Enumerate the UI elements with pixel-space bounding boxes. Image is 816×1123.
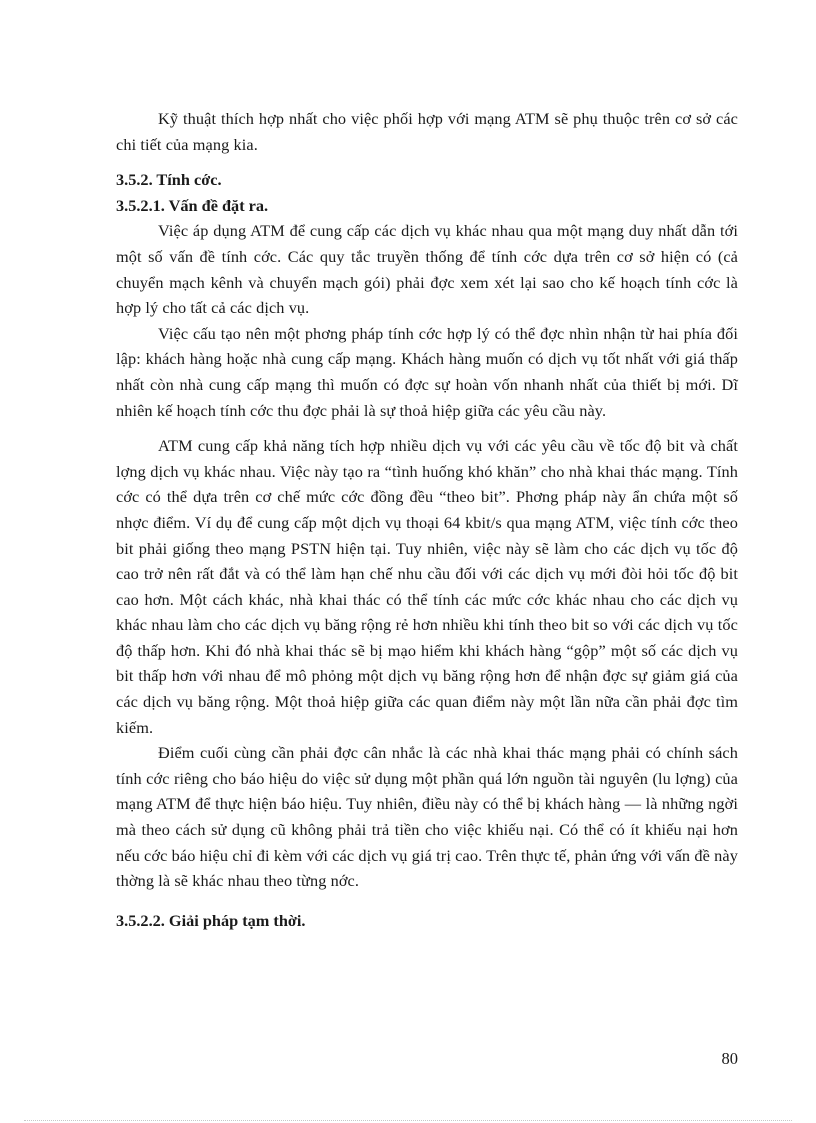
paragraph-2: Việc cấu tạo nên một phơng pháp tính cớc hợp lý có thể đợc nhìn nhận từ hai phía đối lập: khách hàng hoặc nhà cung cấp mạng. Khách hàng muốn có dịch vụ tốt nhất với giá thấp nhất còn nhà cung cấp mạng thì muốn có đợc sự hoàn vốn nhanh nhất của thiết bị mới. Dĩ nhiên kế hoạch tính cớc thu đợc phải là sự thoả hiệp giữa các yêu cầu này. <box>116 323 738 420</box>
section-heading-3-5-2: 3.5.2. Tính cớc. <box>116 170 222 190</box>
paragraph-1: Việc áp dụng ATM để cung cấp các dịch vụ khác nhau qua một mạng duy nhất dẫn tới một số vấn đề tính cớc. Các quy tắc truyền thống để tính cớc dựa trên cơ sở hiện có (cả chuyển mạch kênh và chuyển mạch gói) phải đợc xem xét lại sao cho kế hoạch tính cớc là hợp lý cho tất cả các dịch vụ. <box>116 221 738 318</box>
paragraph-3: ATM cung cấp khả năng tích hợp nhiều dịch vụ với các yêu cầu về tốc độ bit và chất lợng dịch vụ khác nhau. Việc này tạo ra “tình huống khó khăn” cho nhà khai thác mạng. Tính cớc có thể dựa trên cơ chế mức cớc đồng đều “theo bit”. Phơng pháp này ẩn chứa một số nhợc điểm. Ví dụ để cung cấp một dịch vụ thoại 64 kbit/s qua mạng ATM, việc tính cớc theo bit phải giống theo mạng PSTN hiện tại. Tuy nhiên, việc này sẽ làm cho các dịch vụ tốc độ cao trở nên rất đắt và có thể làm hạn chế nhu cầu đối với các dịch vụ mới đòi hỏi tốc độ bit cao hơn. Một cách khác, nhà khai thác có thể tính các mức cớc khác nhau cho các dịch vụ khác nhau làm cho các dịch vụ băng rộng rẻ hơn nhiều khi tính theo bit so với các dịch vụ tốc độ thấp hơn. Khi đó nhà khai thác sẽ bị mạo hiểm khi khách hàng “gộp” một số các dịch vụ bit thấp hơn với nhau để mô phỏng một dịch vụ băng rộng hơn để nhận đợc sự giảm giá của các dịch vụ băng rộng. Một thoả hiệp giữa các quan điểm này một lần nữa cần phải đợc tìm kiếm. <box>116 436 738 737</box>
paragraph-4: Điểm cuối cùng cần phải đợc cân nhắc là các nhà khai thác mạng phải có chính sách tính cớc riêng cho báo hiệu do việc sử dụng một phần quá lớn nguồn tài nguyên (lu lợng) của mạng ATM để thực hiện báo hiệu. Tuy nhiên, điều này có thể bị khách hàng — là những ngời mà theo cách sử dụng cũ không phải trả tiền cho việc khiếu nại. Có thể có ít khiếu nại hơn nếu cớc báo hiệu chỉ đi kèm với các dịch vụ giá trị cao. Trên thực tế, phản ứng với vấn đề này thờng là sẽ khác nhau theo từng nớc. <box>116 743 738 891</box>
paragraph-intro: Kỹ thuật thích hợp nhất cho việc phối hợp với mạng ATM sẽ phụ thuộc trên cơ sở các chi tiết của mạng kia. <box>116 109 738 154</box>
footer-divider <box>24 1120 792 1121</box>
section-heading-3-5-2-2: 3.5.2.2. Giải pháp tạm thời. <box>116 910 306 930</box>
page-body <box>116 106 738 933</box>
section-heading-3-5-2-1: 3.5.2.1. Vấn đề đặt ra. <box>116 195 269 215</box>
page-number: 80 <box>721 1049 738 1068</box>
